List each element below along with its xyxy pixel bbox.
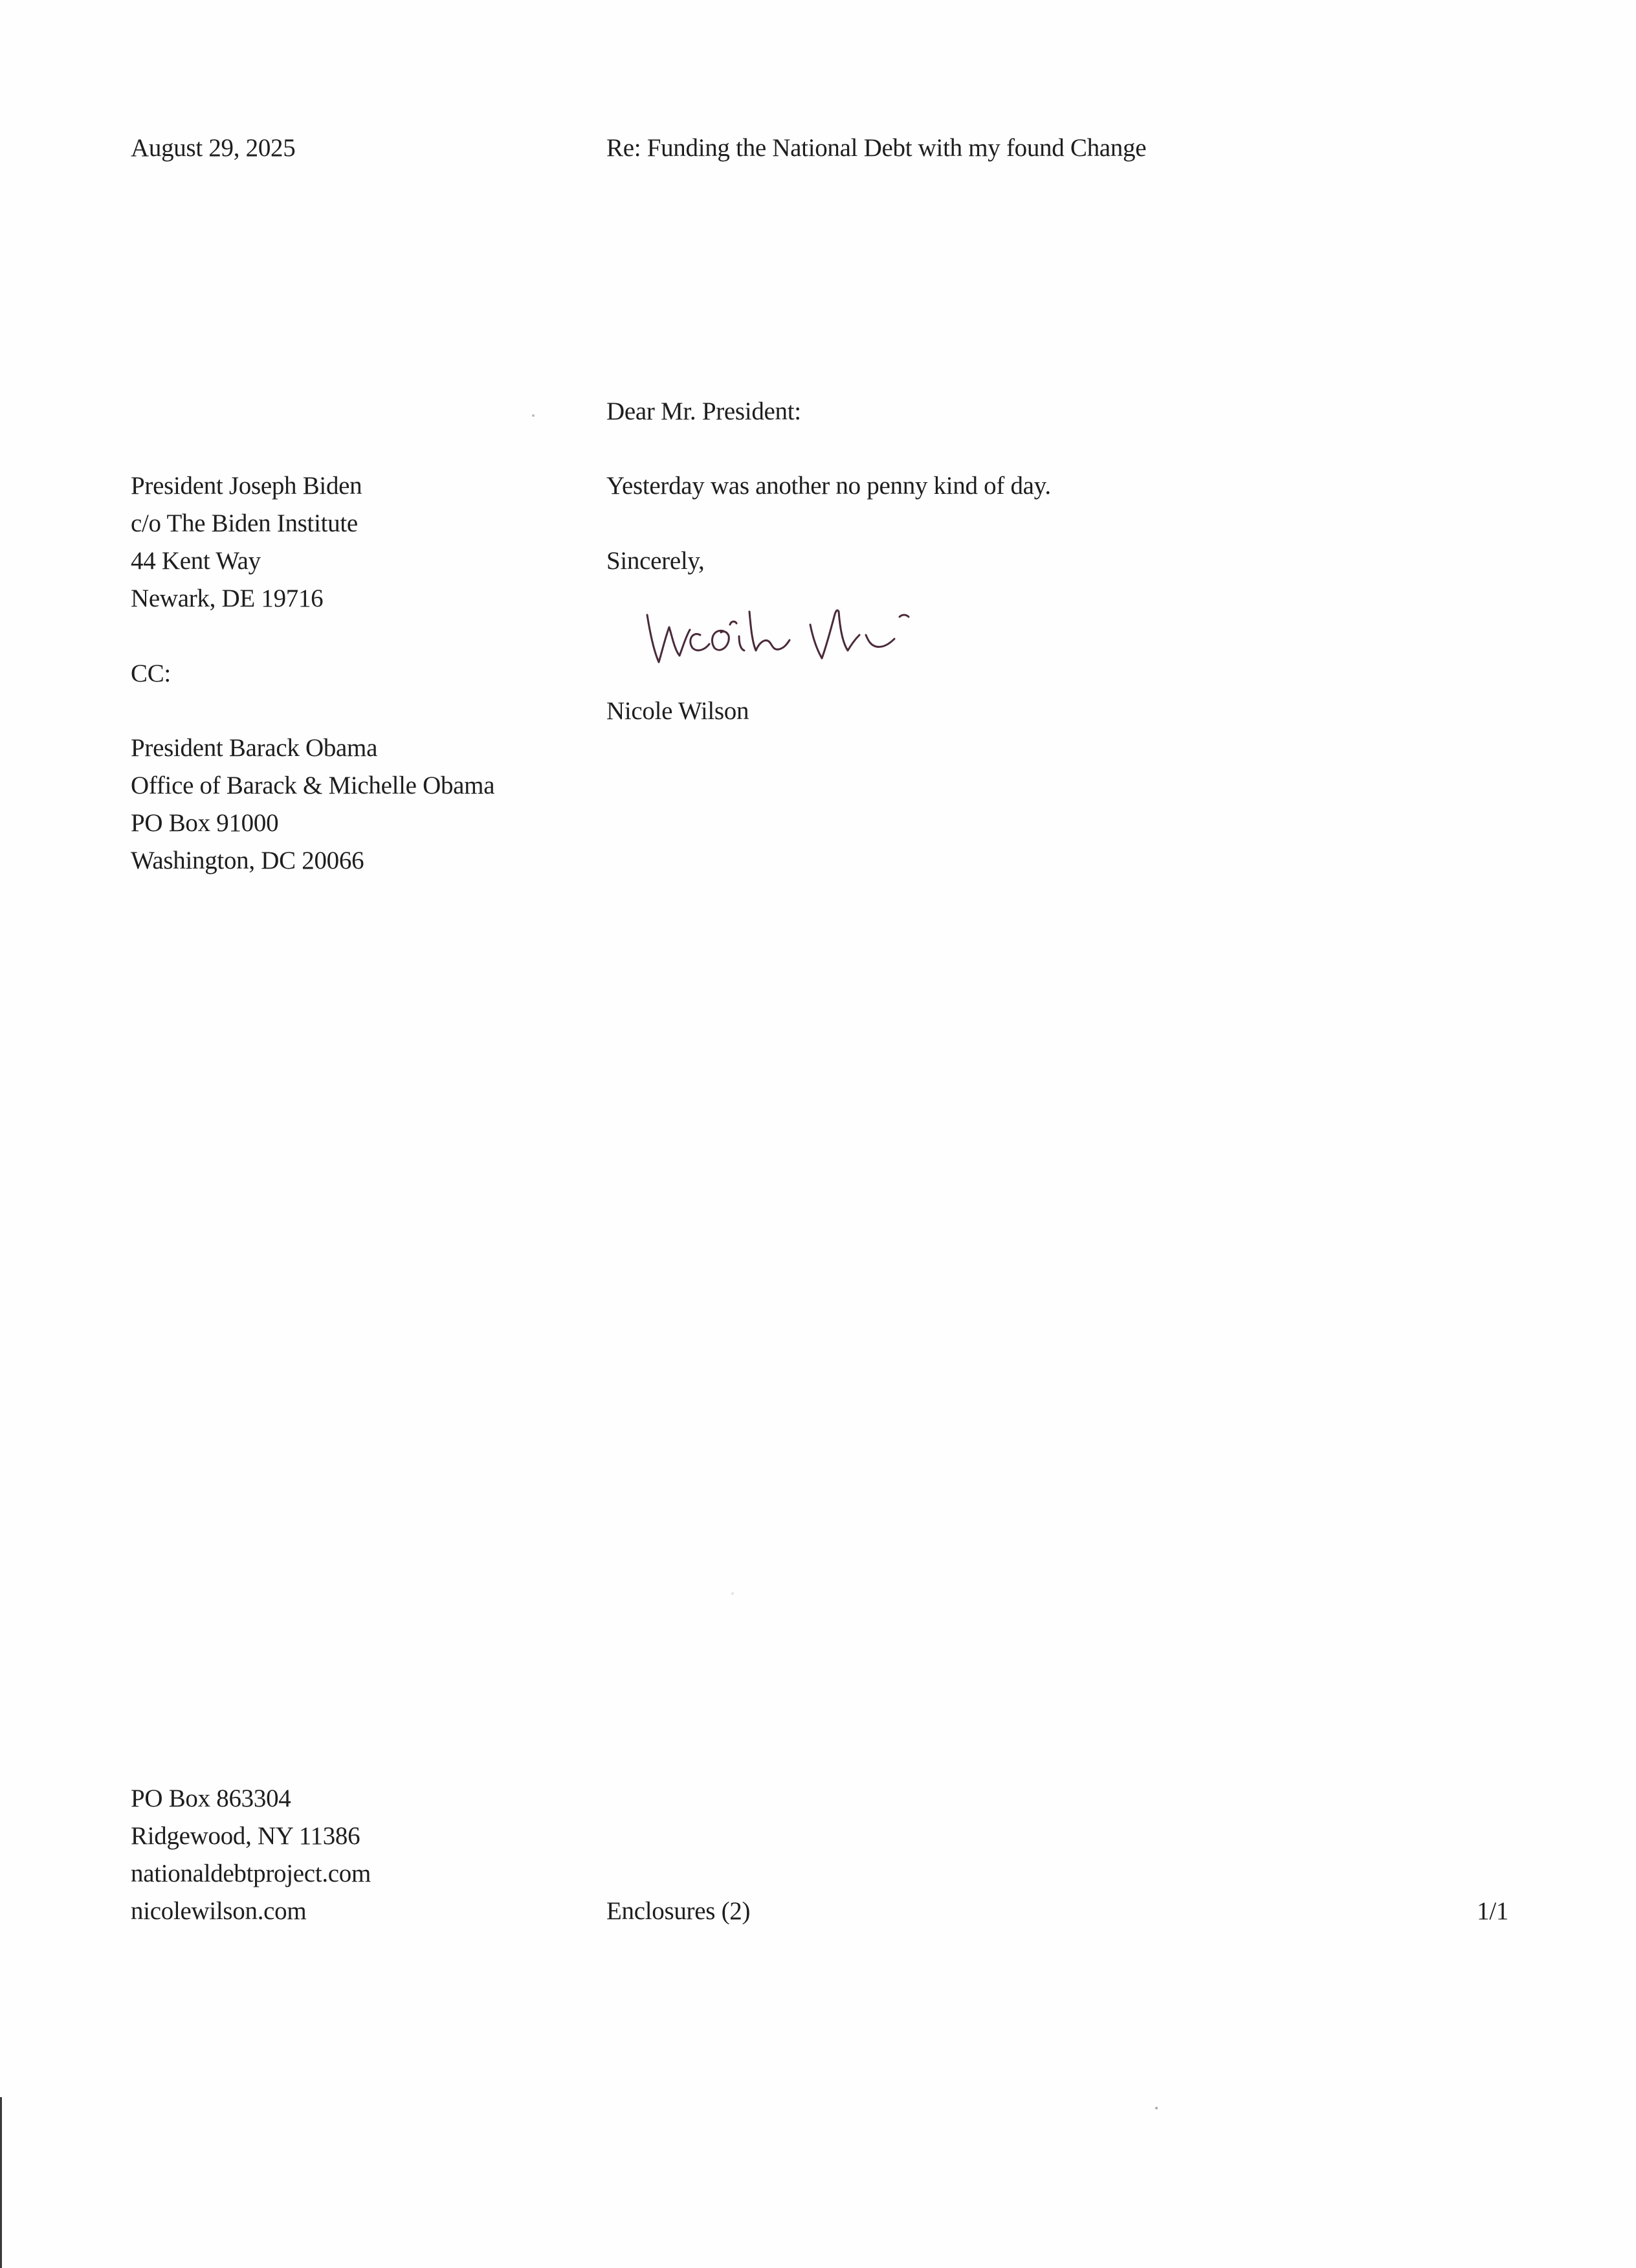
letter-subject: Re: Funding the National Debt with my found Change [606,134,1147,162]
return-address-line: PO Box 863304 [131,1784,291,1812]
closing: Sincerely, [606,547,705,575]
return-address-line: Ridgewood, NY 11386 [131,1822,360,1850]
cc-line: Washington, DC 20066 [131,847,364,874]
cc-line: President Barack Obama [131,734,378,762]
cc-line: PO Box 91000 [131,809,279,837]
return-address [131,1780,371,1930]
letter-body: Yesterday was another no penny kind of day. [606,472,1051,500]
scan-edge [0,2097,2,2268]
return-address-line: nationaldebtproject.com [131,1860,371,1887]
handwritten-signature [641,586,925,676]
cc-recipient-address [131,729,494,880]
page-number: 1/1 [1477,1897,1509,1925]
recipient-line: c/o The Biden Institute [131,509,358,537]
return-address-line: nicolewilson.com [131,1897,307,1925]
salutation: Dear Mr. President: [606,397,801,425]
enclosures-note: Enclosures (2) [606,1897,751,1925]
letter-date: August 29, 2025 [131,134,296,162]
recipient-line: Newark, DE 19716 [131,584,324,612]
recipient-line: 44 Kent Way [131,547,261,575]
recipient-line: President Joseph Biden [131,472,362,500]
cc-line: Office of Barack & Michelle Obama [131,772,495,799]
signer-name: Nicole Wilson [606,697,749,725]
recipient-address [131,467,362,617]
cc-label: CC: [131,660,171,687]
